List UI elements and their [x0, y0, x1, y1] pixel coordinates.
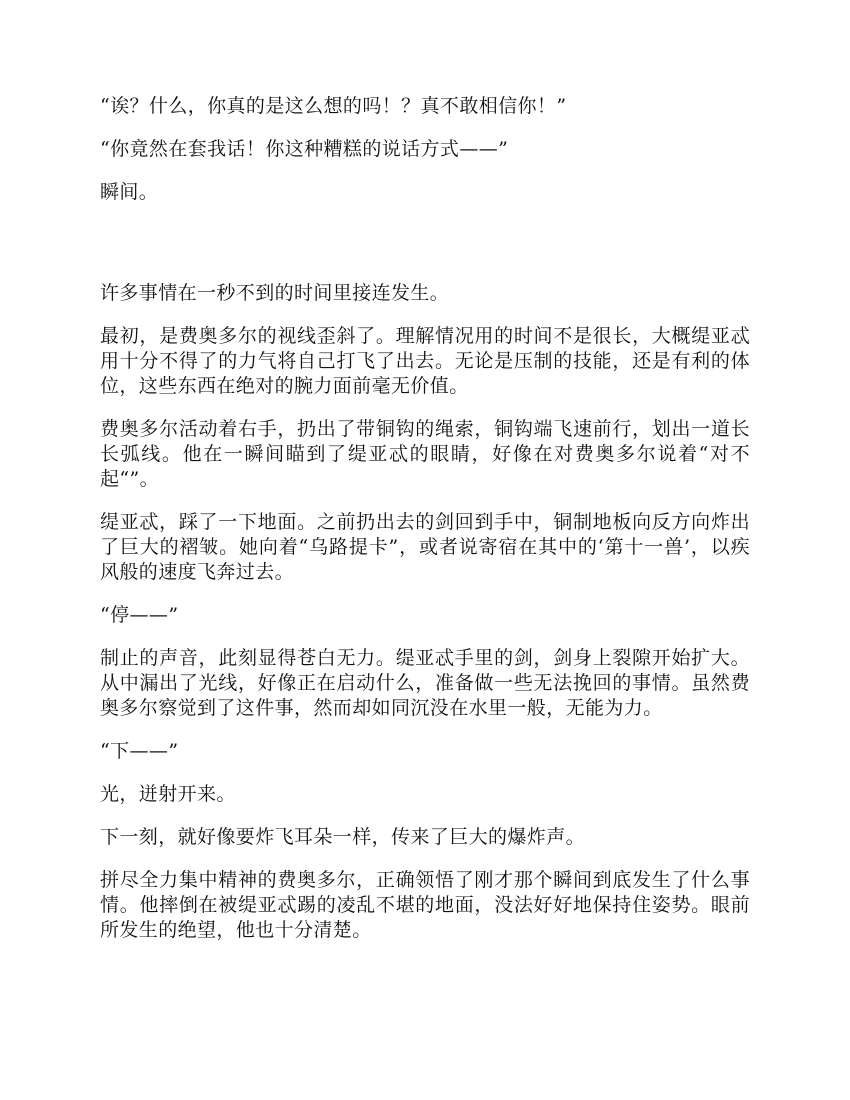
paragraph-4: 许多事情在一秒不到的时间里接连发生。 [100, 282, 450, 304]
paragraph-9: 制止的声音，此刻显得苍白无力。缇亚忒手里的剑，剑身上裂隙开始扩大。从中漏出了光线，好像正在启动什么，准备做一些无法挽回的事情。虽然费奥多尔察觉到了这件事，然而却如同沉没在水里一般，无能为力。 [100, 647, 750, 719]
paragraph-8: “停——” [100, 604, 179, 626]
paragraph-2: “你竟然在套我话！你这种糟糕的说话方式——” [100, 138, 509, 160]
paragraph-7: 缇亚忒，踩了一下地面。之前扔出去的剑回到手中，铜制地板向反方向炸出了巨大的褶皱。她向着“乌路提卡”，或者说寄宿在其中的‘第十一兽’，以疾风般的速度飞奔过去。 [100, 511, 750, 583]
paragraph-10: “下——” [100, 740, 179, 762]
section-break [100, 223, 750, 281]
paragraph-6: 费奥多尔活动着右手，扔出了带铜钩的绳索，铜钩端飞速前行，划出一道长长弧线。他在一瞬间瞄到了缇亚忒的眼睛，好像在对费奥多尔说着“对不起“”。 [100, 418, 750, 490]
paragraph-11: 光，迸射开来。 [100, 783, 236, 805]
paragraph-1: “诶？什么，你真的是这么想的吗！？真不敢相信你！” [100, 95, 567, 117]
paragraph-3: 瞬间。 [100, 181, 159, 203]
paragraph-12: 下一刻，就好像要炸飞耳朵一样，传来了巨大的爆炸声。 [100, 826, 586, 848]
paragraph-5: 最初，是费奥多尔的视线歪斜了。理解情况用的时间不是很长，大概缇亚忒用十分不得了的力气将自己打飞了出去。无论是压制的技能，还是有利的体位，这些东西在绝对的腕力面前毫无价值。 [100, 325, 750, 397]
paragraph-13: 拼尽全力集中精神的费奥多尔，正确领悟了刚才那个瞬间到底发生了什么事情。他摔倒在被缇亚忒踢的凌乱不堪的地面，没法好好地保持住姿势。眼前所发生的绝望，他也十分清楚。 [100, 869, 750, 941]
